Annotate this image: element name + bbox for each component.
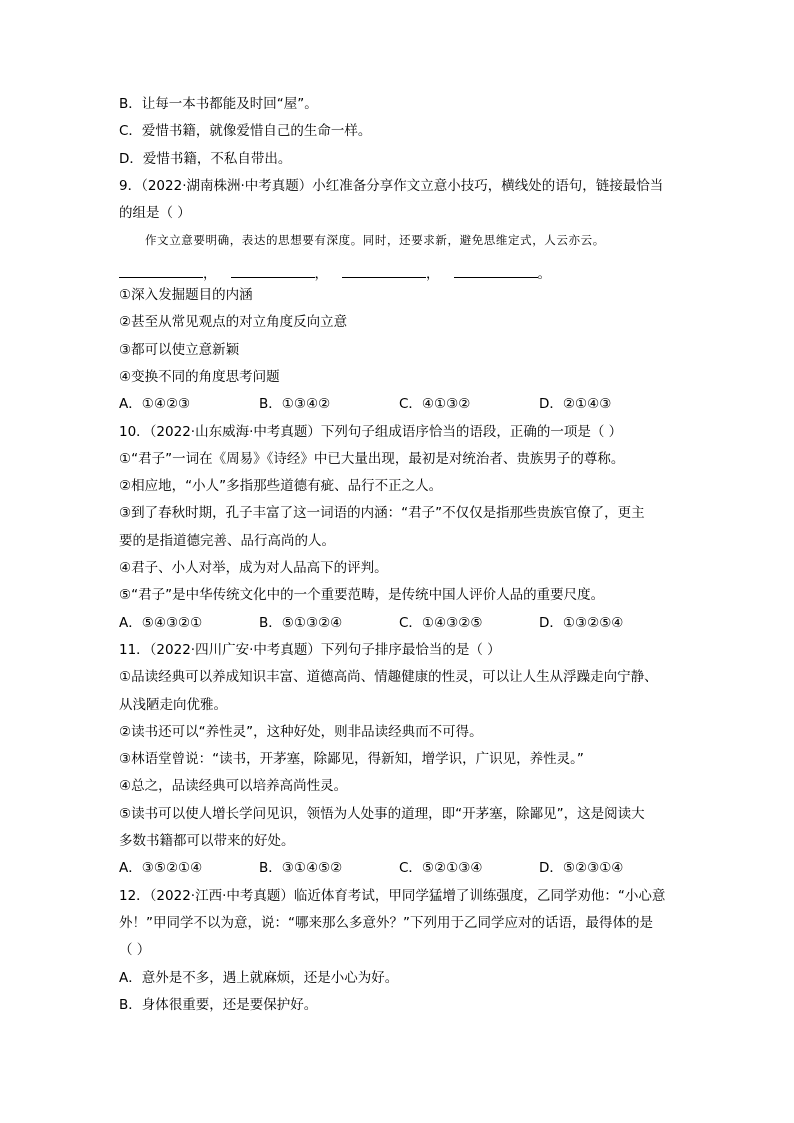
q11-item: 多数书籍都可以带来的好处。	[119, 833, 295, 850]
blank-1	[119, 261, 203, 278]
q11-item: ②读书还可以“养性灵”，这种好处，则非品读经典而不可得。	[119, 723, 483, 740]
q11-choice-d: D．⑤②③①④	[539, 860, 624, 877]
q9-item: ①深入发掘题目的内涵	[119, 287, 253, 304]
q10-item: ③到了春秋时期，孔子丰富了这一词语的内涵：“君子”不仅仅是指那些贵族官僚了，更主	[119, 505, 645, 522]
q9-choice-a: A．①④②③	[119, 396, 191, 413]
q9-passage: 作文立意要明确，表达的思想要有深度。同时，还要求新，避免思维定式，人云亦云。	[145, 233, 605, 248]
q11-choice-c: C．⑤②①③④	[399, 860, 483, 877]
q12-option-a: A．意外是不多，遇上就麻烦，还是小心为好。	[119, 969, 399, 986]
blank-separator: ，	[426, 266, 440, 283]
blank-separator: ，	[203, 266, 217, 283]
q8-option-c: C．爱惜书籍，就像爱惜自己的生命一样。	[119, 123, 372, 140]
q9-choice-d: D．②①④③	[539, 396, 612, 413]
q8-option-b: B．让每一本书都能及时回“屋”。	[119, 96, 318, 112]
q10-stem: 10．（2022·山东威海·中考真题）下列句子组成语序恰当的语段，正确的一项是（ ）	[119, 423, 623, 440]
q10-choice-b: B．⑤①③②④	[259, 614, 343, 631]
q9-blanks	[119, 255, 679, 282]
q10-item: ⑤“君子”是中华传统文化中的一个重要范畴，是传统中国人评价人品的重要尺度。	[119, 587, 605, 604]
q9-choice-b: B．①③④②	[259, 396, 331, 413]
q12-stem-line1: 12．（2022·江西·中考真题）临近体育考试，甲同学猛增了训练强度，乙同学劝他：“小心意	[119, 887, 666, 904]
blank-3	[342, 261, 426, 278]
q11-choice-a: A．③⑤②①④	[119, 860, 203, 877]
q11-choice-b: B．③①④⑤②	[259, 860, 343, 877]
blank-end: 。	[537, 266, 551, 283]
page-content	[119, 91, 679, 1019]
q9-choices	[119, 391, 679, 418]
q8-option-d: D．爱惜书籍，不私自带出。	[119, 150, 292, 167]
q10-choice-d: D．①③②⑤④	[539, 614, 624, 631]
q10-item: ②相应地，“小人”多指那些道德有疵、品行不正之人。	[119, 478, 443, 495]
q11-stem: 11．（2022·四川广安·中考真题）下列句子排序最恰当的是（ ）	[119, 641, 501, 658]
q10-choice-a: A．⑤④③②①	[119, 614, 203, 631]
q9-item: ②甚至从常见观点的对立角度反向立意	[119, 314, 348, 331]
q9-item: ④变换不同的角度思考问题	[119, 368, 280, 385]
q10-choices	[119, 610, 679, 637]
q12-stem-line3: （ ）	[119, 942, 151, 959]
blank-2	[231, 261, 315, 278]
q12-stem-line2: 外！”甲同学不以为意，说：“哪来那么多意外？”下列用于乙同学应对的话语，最得体的是	[119, 914, 653, 931]
q11-choices	[119, 855, 679, 882]
q11-item: 从浅陋走向优雅。	[119, 696, 227, 713]
q10-choice-c: C．①④③②⑤	[399, 614, 483, 631]
q9-stem-line2: 的组是（ ）	[119, 205, 191, 222]
blank-4	[454, 261, 538, 278]
q10-item: 要的是指道德完善、品行高尚的人。	[119, 532, 335, 549]
q9-item: ③都可以使立意新颖	[119, 341, 240, 358]
q11-item: ①品读经典可以养成知识丰富、道德高尚、情趣健康的性灵，可以让人生从浮躁走向宁静、	[119, 669, 658, 686]
q11-item: ⑤读书可以使人增长学问见识，领悟为人处事的道理，即“开茅塞，除鄙见”，这是阅读大	[119, 805, 645, 822]
q9-choice-c: C．④①③②	[399, 396, 471, 413]
q11-item: ③林语堂曾说：“读书，开茅塞，除鄙见，得新知，增学识，广识见，养性灵。”	[119, 751, 584, 768]
q11-item: ④总之，品读经典可以培养高尚性灵。	[119, 778, 348, 795]
q9-stem-line1: 9．（2022·湖南株洲·中考真题）小红准备分享作文立意小技巧，横线处的语句，链接最恰当	[119, 177, 664, 194]
q10-item: ①“君子”一词在《周易》《诗经》中已大量出现，最初是对统治者、贵族男子的尊称。	[119, 450, 625, 467]
q10-item: ④君子、小人对举，成为对人品高下的评判。	[119, 560, 388, 577]
blank-separator: ，	[314, 266, 328, 283]
q12-option-b: B．身体很重要，还是要保护好。	[119, 996, 318, 1013]
